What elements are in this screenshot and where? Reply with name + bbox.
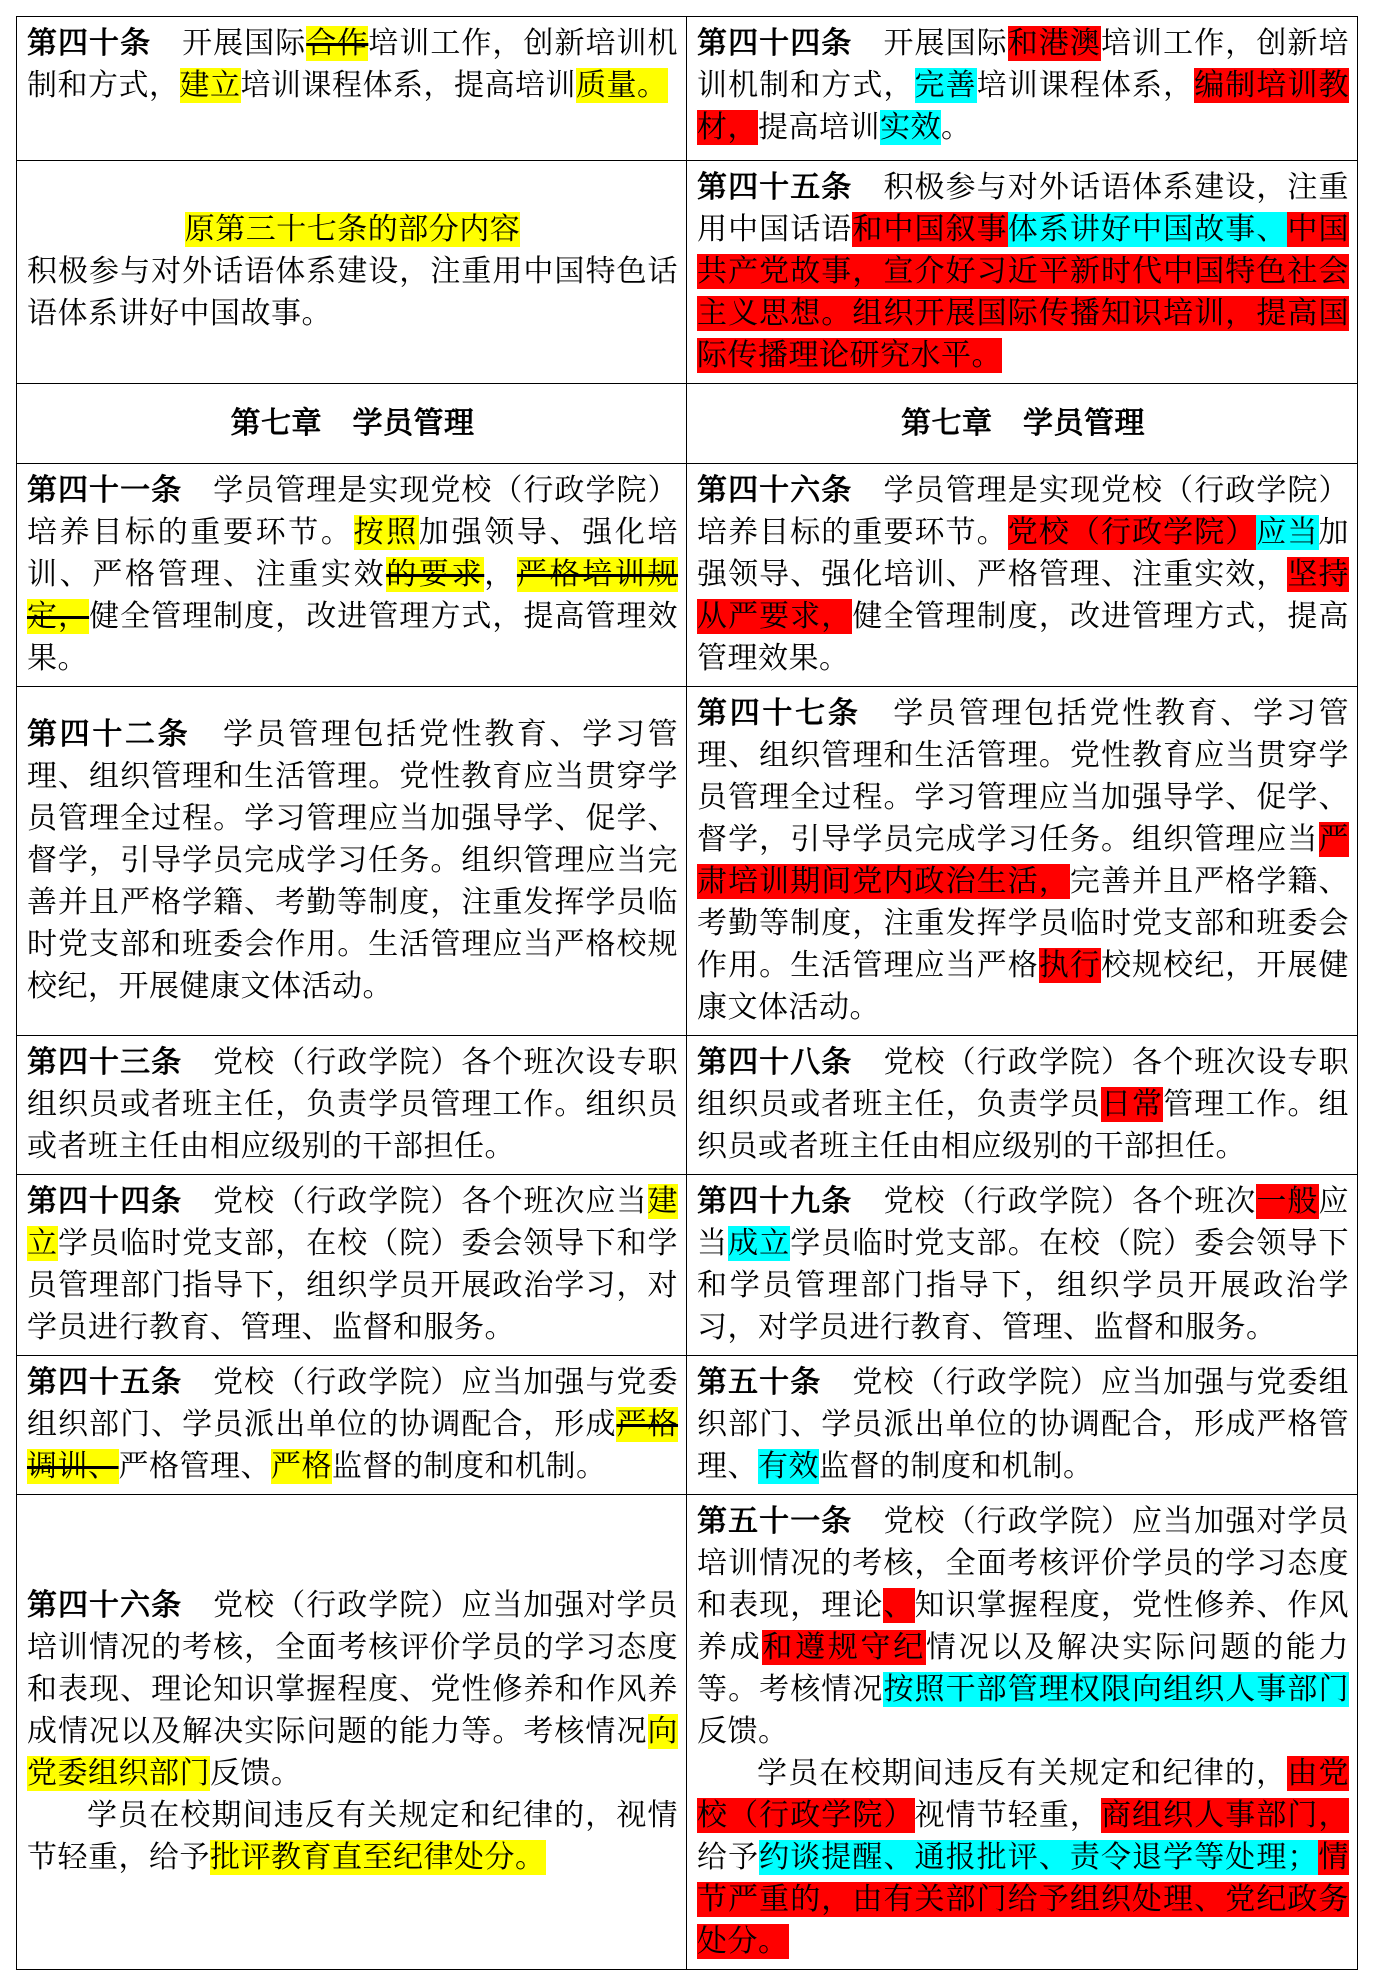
old-article-40 bbox=[17, 17, 687, 161]
marked-text: 合作 bbox=[306, 26, 369, 61]
marked-text: 和中国叙事 bbox=[852, 212, 1008, 247]
table-row bbox=[17, 1356, 1358, 1495]
marked-text: 批评教育直至纪律处分。 bbox=[210, 1840, 546, 1875]
article-number: 第五十条 bbox=[697, 1365, 822, 1400]
text-run: 学员管理包括党性教育、学习管理、组织管理和生活管理。党性教育应当贯穿学员管理全过程。学习管理应当加强导学、促学、督学，引导学员完成学习任务。组织管理应当 bbox=[697, 696, 1350, 857]
text-run: 党校（行政学院）各个班次设专职组织员或者班主任，负责学员管理工作。组织员或者班主任由相应级别的干部担任。 bbox=[27, 1045, 678, 1164]
text-run: 加强领导、强化培训、严格管理、注重实效， bbox=[697, 515, 1350, 592]
text-run: 开展国际 bbox=[151, 26, 307, 61]
article-number: 第四十六条 bbox=[27, 1588, 183, 1623]
old-article-37-partial bbox=[17, 161, 687, 384]
text-run: 学员在校期间违反有关规定和纪律的， bbox=[757, 1756, 1288, 1791]
table-row bbox=[17, 1036, 1358, 1175]
article-number: 第四十五条 bbox=[27, 1365, 183, 1400]
text-run: 培训课程体系， bbox=[976, 68, 1195, 103]
marked-text: 日常 bbox=[1100, 1087, 1164, 1122]
article-number: 第四十四条 bbox=[697, 26, 853, 61]
text-run: 管理工作。组织员或者班主任由相应级别的干部担任。 bbox=[697, 1087, 1350, 1164]
old-article-44 bbox=[17, 1175, 687, 1356]
new-article-46 bbox=[687, 464, 1358, 687]
text-run: 党校（行政学院）各个班次 bbox=[852, 1184, 1257, 1219]
marked-text: 和遵规守纪 bbox=[762, 1630, 926, 1665]
marked-text: 坚持从严要求， bbox=[697, 557, 1350, 634]
text-run: 积极参与对外话语体系建设，注重用中国特色话语体系讲好中国故事。 bbox=[27, 254, 678, 331]
text-run: 培训工作，创新培训机制和方式， bbox=[697, 26, 1350, 103]
table-row bbox=[17, 384, 1358, 464]
text-run: 提高培训 bbox=[758, 110, 880, 145]
text-run: 学员管理是实现党校（行政学院）培养目标的重要环节。 bbox=[27, 473, 678, 550]
marked-text: 的要求 bbox=[386, 557, 485, 592]
marked-text: 、 bbox=[883, 1588, 915, 1623]
new-article-51 bbox=[687, 1495, 1358, 1970]
new-chapter-heading: 第七章 学员管理 bbox=[687, 384, 1358, 464]
old-article-46-para2 bbox=[27, 1795, 678, 1879]
marked-text: 严肃培训期间党内政治生活， bbox=[697, 822, 1349, 899]
new-article-45 bbox=[687, 161, 1358, 384]
marked-text: 和港澳 bbox=[1007, 26, 1101, 61]
comparison-table bbox=[16, 16, 1358, 1970]
text-run: 学员临时党支部，在校（院）委会领导下和学员管理部门指导下，组织学员开展政治学习，对学员进行教育、管理、监督和服务。 bbox=[27, 1226, 679, 1345]
text-run: 给予 bbox=[697, 1840, 760, 1875]
note-label: 原第三十七条的部分内容 bbox=[184, 212, 521, 247]
text-run: 监督的制度和机制。 bbox=[819, 1449, 1094, 1484]
old-article-43 bbox=[17, 1036, 687, 1175]
text-run: 党校（行政学院）应当加强与党委组织部门、学员派出单位的协调配合，形成 bbox=[27, 1365, 678, 1442]
new-article-48 bbox=[687, 1036, 1358, 1175]
table-row bbox=[17, 17, 1358, 161]
text-run: 。 bbox=[941, 110, 972, 145]
text-run: 知识掌握程度，党性修养、作风养成 bbox=[697, 1588, 1350, 1665]
text-run: 党校（行政学院）应当加强与党委组织部门、学员派出单位的协调配合，形成严格管理、 bbox=[697, 1365, 1350, 1484]
article-number: 第四十二条 bbox=[27, 717, 191, 752]
article-number: 第四十一条 bbox=[27, 473, 183, 508]
text-run: 培训工作，创新培训机制和方式， bbox=[27, 26, 679, 103]
text-run: 学员临时党支部。在校（院）委会领导下和学员管理部门指导下，组织学员开展政治学习，对学员进行教育、管理、监督和服务。 bbox=[697, 1226, 1350, 1345]
article-number: 第四十六条 bbox=[697, 473, 853, 508]
old-article-37-text bbox=[27, 251, 678, 335]
marked-text: 情节严重的，由有关部门给予组织处理、党纪政务处分。 bbox=[697, 1840, 1350, 1959]
marked-text: 有效 bbox=[758, 1449, 819, 1484]
table-row bbox=[17, 1175, 1358, 1356]
marked-text: 按照干部管理权限向组织人事部门 bbox=[883, 1672, 1350, 1707]
text-run: 党校（行政学院）各个班次应当 bbox=[182, 1184, 648, 1219]
marked-text: 向党委组织部门 bbox=[27, 1714, 678, 1791]
text-run: 反馈。 bbox=[210, 1756, 302, 1791]
marked-text: 执行 bbox=[1038, 948, 1101, 983]
marked-text: 完善 bbox=[914, 68, 977, 103]
new-article-51-para2 bbox=[697, 1753, 1349, 1963]
text-run: 学员在校期间违反有关规定和纪律的，视情节轻重，给予 bbox=[27, 1798, 678, 1875]
text-run: 完善并且严格学籍、考勤等制度，注重发挥学员临时党支部和班委会作用。生活管理应当严格 bbox=[697, 864, 1350, 983]
marked-text: 按照 bbox=[353, 515, 419, 550]
article-number: 第四十九条 bbox=[697, 1184, 853, 1219]
text-run: 反馈。 bbox=[697, 1714, 789, 1749]
marked-text: 应当 bbox=[1256, 515, 1319, 550]
text-run: 应当 bbox=[697, 1184, 1350, 1261]
marked-text: 建立 bbox=[27, 1184, 678, 1261]
text-run: 健全管理制度，改进管理方式，提高管理效果。 bbox=[27, 599, 679, 676]
text-run: 党校（行政学院）应当加强对学员培训情况的考核，全面考核评价学员的学习态度和表现、理论知识掌握程度、党性修养和作风养成情况以及解决实际问题的能力等。考核情况 bbox=[27, 1588, 678, 1749]
marked-text: 严格调训、 bbox=[27, 1407, 679, 1484]
marked-text: 由党校（行政学院） bbox=[697, 1756, 1350, 1833]
article-number: 第四十七条 bbox=[697, 696, 861, 731]
article-number: 第四十三条 bbox=[27, 1045, 183, 1080]
article-number: 第四十条 bbox=[27, 26, 152, 61]
new-article-51-para1 bbox=[697, 1501, 1349, 1753]
old-article-46-para1 bbox=[27, 1585, 678, 1795]
text-run: 党校（行政学院）应当加强对学员培训情况的考核，全面考核评价学员的学习态度和表现，理论 bbox=[697, 1504, 1349, 1623]
text-run: 培训课程体系，提高培训 bbox=[240, 68, 576, 103]
article-number: 第四十四条 bbox=[27, 1184, 183, 1219]
marked-text: 一般 bbox=[1256, 1184, 1319, 1219]
text-run: 监督的制度和机制。 bbox=[332, 1449, 607, 1484]
table-row bbox=[17, 1495, 1358, 1970]
marked-text: 实效 bbox=[880, 110, 941, 145]
article-number: 第四十八条 bbox=[697, 1045, 853, 1080]
text-run: 校规校纪，开展健康文体活动。 bbox=[697, 948, 1350, 1025]
marked-text: 编制培训教材， bbox=[697, 68, 1350, 145]
table-row bbox=[17, 687, 1358, 1036]
marked-text: 严格培训规定， bbox=[27, 557, 679, 634]
text-run: 加强领导、强化培训、严格管理、注重实效 bbox=[27, 515, 679, 592]
new-article-44 bbox=[687, 17, 1358, 161]
marked-text: 质量。 bbox=[576, 68, 668, 103]
article-number: 第五十一条 bbox=[697, 1504, 853, 1539]
marked-text: 党校（行政学院） bbox=[1007, 515, 1257, 550]
text-run: 开展国际 bbox=[852, 26, 1008, 61]
marked-text: 严格 bbox=[271, 1449, 332, 1484]
text-run: 学员管理是实现党校（行政学院）培养目标的重要环节。 bbox=[697, 473, 1349, 550]
marked-text: 建立 bbox=[179, 68, 241, 103]
old-article-45 bbox=[17, 1356, 687, 1495]
old-article-41 bbox=[17, 464, 687, 687]
marked-text: 商组织人事部门， bbox=[1100, 1798, 1350, 1833]
text-run: 学员管理包括党性教育、学习管理、组织管理和生活管理。党性教育应当贯穿学员管理全过程。学习管理应当加强导学、促学、督学，引导学员完成学习任务。组织管理应当完善并且严格学籍、考勤等制度，注重发挥学员临时党支部和班委会作用。生活管理应当严格校规校纪，开展健康文体活动。 bbox=[27, 717, 679, 1004]
marked-text: 中国共产党故事，宣介好习近平新时代中国特色社会主义思想。组织开展国际传播知识培训，提高国际传播理论研究水平。 bbox=[697, 212, 1350, 373]
marked-text: 体系讲好中国故事、 bbox=[1007, 212, 1288, 247]
new-article-50 bbox=[687, 1356, 1358, 1495]
text-run: ， bbox=[484, 557, 517, 592]
text-run: 视情节轻重， bbox=[914, 1798, 1101, 1833]
table-row bbox=[17, 464, 1358, 687]
text-run: 积极参与对外话语体系建设，注重用中国话语 bbox=[697, 170, 1349, 247]
old-chapter-heading: 第七章 学员管理 bbox=[17, 384, 687, 464]
text-run: 严格管理、 bbox=[118, 1449, 271, 1484]
marked-text: 成立 bbox=[728, 1226, 791, 1261]
new-article-49 bbox=[687, 1175, 1358, 1356]
old-article-42 bbox=[17, 687, 687, 1036]
article-number: 第四十五条 bbox=[697, 170, 853, 205]
table-row bbox=[17, 161, 1358, 384]
marked-text: 约谈提醒、通报批评、责令退学等处理； bbox=[759, 1840, 1318, 1875]
old-article-46 bbox=[17, 1495, 687, 1970]
text-run: 健全管理制度，改进管理方式，提高管理效果。 bbox=[697, 599, 1349, 676]
text-run: 党校（行政学院）各个班次设专职组织员或者班主任，负责学员 bbox=[697, 1045, 1349, 1122]
text-run: 情况以及解决实际问题的能力等。考核情况 bbox=[697, 1630, 1350, 1707]
new-article-47 bbox=[687, 687, 1358, 1036]
